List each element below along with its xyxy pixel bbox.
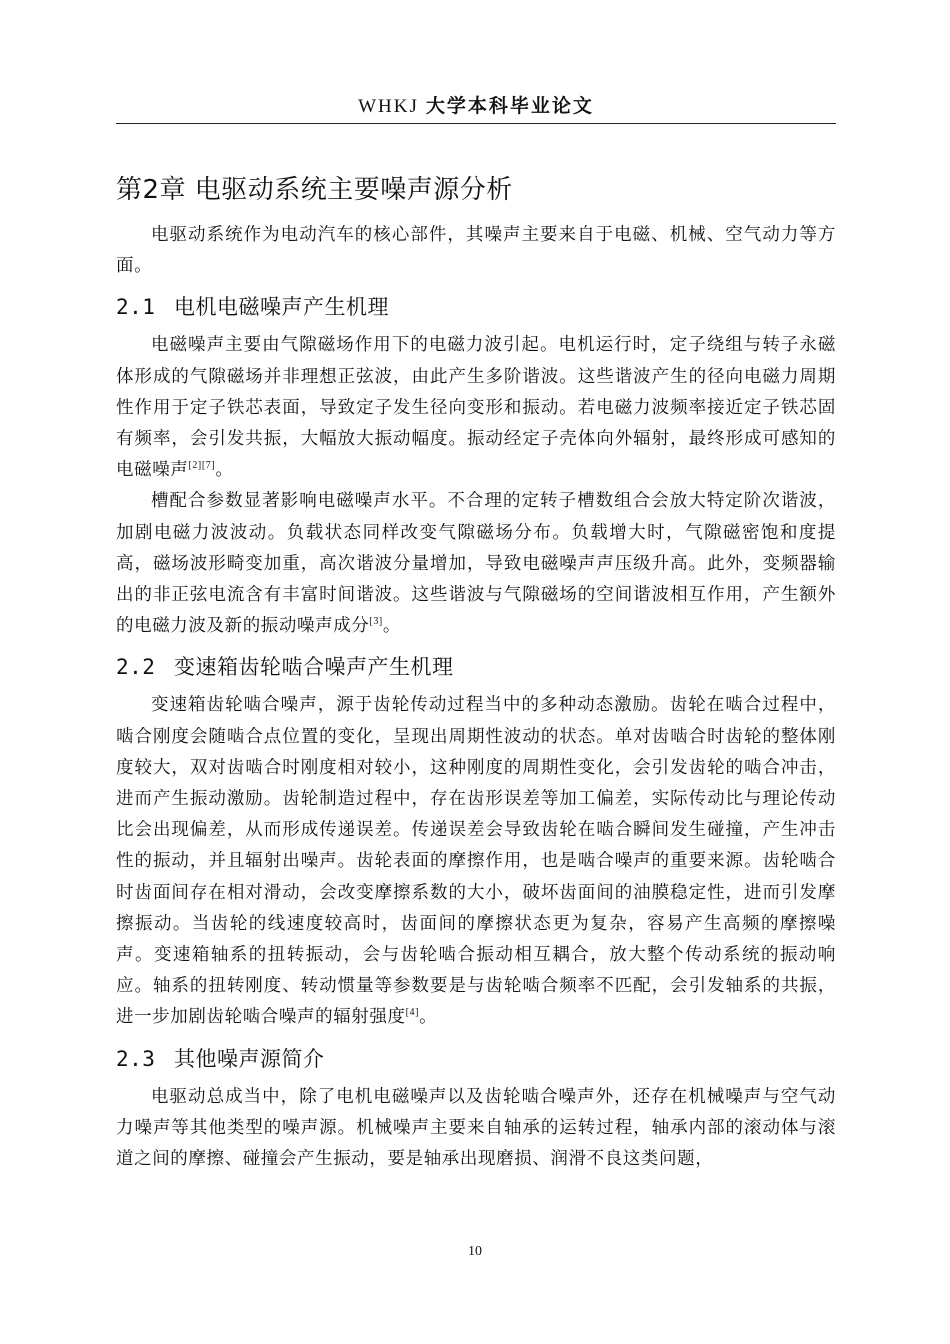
running-header [116,92,836,121]
body-paragraph [116,330,836,486]
citation-mark[interactable]: [3] [369,616,383,628]
section-heading [116,650,836,684]
paragraph-text: 槽配合参数显著影响电磁噪声水平。不合理的定转子槽数组合会放大特定阶次谐波，加剧电磁力波波动。负载状态同样改变气隙磁场分布。负载增大时，气隙磁密饱和度提高，磁场波形畸变加重，高次谐波分量增加，导致电磁噪声声压级升高。此外，变频器输出的非正弦电流含有丰富时间谐波。这些谐波与气隙磁场的空间谐波相互作用，产生额外的电磁力波及新的振动噪声成分 [116,491,836,637]
section-number: 2.2 [116,655,156,680]
body-paragraph [116,690,836,1033]
paragraph-text: 变速箱齿轮啮合噪声，源于齿轮传动过程当中的多种动态激励。齿轮在啮合过程中，啮合刚度会随啮合点位置的变化，呈现出周期性波动的状态。单对齿啮合时齿轮的整体刚度较大，双对齿啮合时刚度相对较小，这种刚度的周期性变化，会引发齿轮的啮合冲击，进而产生振动激励。齿轮制造过程中，存在齿形误差等加工偏差，实际传动比与理论传动比会出现偏差，从而形成传递误差。传递误差会导致齿轮在啮合瞬间发生碰撞，产生冲击性的振动，并且辐射出噪声。齿轮表面的摩擦作用，也是啮合噪声的重要来源。齿轮啮合时齿面间存在相对滑动，会改变摩擦系数的大小，破坏齿面间的油膜稳定性，进而引发摩擦振动。当齿轮的线速度较高时，齿面间的摩擦状态更为复杂，容易产生高频的摩擦噪声。变速箱轴系的扭转振动，会与齿轮啮合振动相互耦合，放大整个传动系统的振动响应。轴系的扭转刚度、转动惯量等参数要是与齿轮啮合频率不匹配，会引发轴系的共振，进一步加剧齿轮啮合噪声的辐射强度 [116,695,836,1028]
section-title: 变速箱齿轮啮合噪声产生机理 [174,655,454,680]
main-content [116,168,836,1175]
paragraph-text: 电驱动总成当中，除了电机电磁噪声以及齿轮啮合噪声外，还存在机械噪声与空气动力噪声等其他类型的噪声源。机械噪声主要来自轴承的运转过程，轴承内部的滚动体与滚道之间的摩擦、碰撞会产生振动，要是轴承出现磨损、润滑不良这类问题， [116,1086,836,1170]
header-title: 大学本科毕业论文 [425,95,594,117]
section-title: 其他噪声源简介 [174,1046,325,1071]
intro-paragraph: 电驱动系统作为电动汽车的核心部件，其噪声主要来自于电磁、机械、空气动力等方面。 [116,225,836,277]
paragraph-text: 电磁噪声主要由气隙磁场作用下的电磁力波引起。电机运行时，定子绕组与转子永磁体形成的气隙磁场并非理想正弦波，由此产生多阶谐波。这些谐波产生的径向电磁力周期性作用于定子铁芯表面，导致定子发生径向变形和振动。若电磁力波频率接近定子铁芯固有频率，会引发共振，大幅放大振动幅度。振动经定子壳体向外辐射，最终形成可感知的电磁噪声 [116,335,836,481]
section-heading [116,290,836,324]
header-rule [116,123,836,124]
paragraph-end: 。 [419,1007,438,1028]
paragraph-end: 。 [215,460,234,481]
body-paragraph [116,1082,836,1176]
section-number: 2.1 [116,295,156,320]
page-number: 10 [468,1244,482,1259]
body-paragraph [116,486,836,642]
section-heading [116,1042,836,1076]
section-title: 电机电磁噪声产生机理 [174,295,389,320]
header-latin: WHKJ [358,96,419,117]
chapter-title: 第2章 电驱动系统主要噪声源分析 [116,175,513,205]
citation-mark[interactable]: [2][7] [188,460,216,472]
section-number: 2.3 [116,1046,156,1071]
citation-mark[interactable]: [4] [405,1007,420,1019]
paragraph-end: 。 [382,616,401,637]
